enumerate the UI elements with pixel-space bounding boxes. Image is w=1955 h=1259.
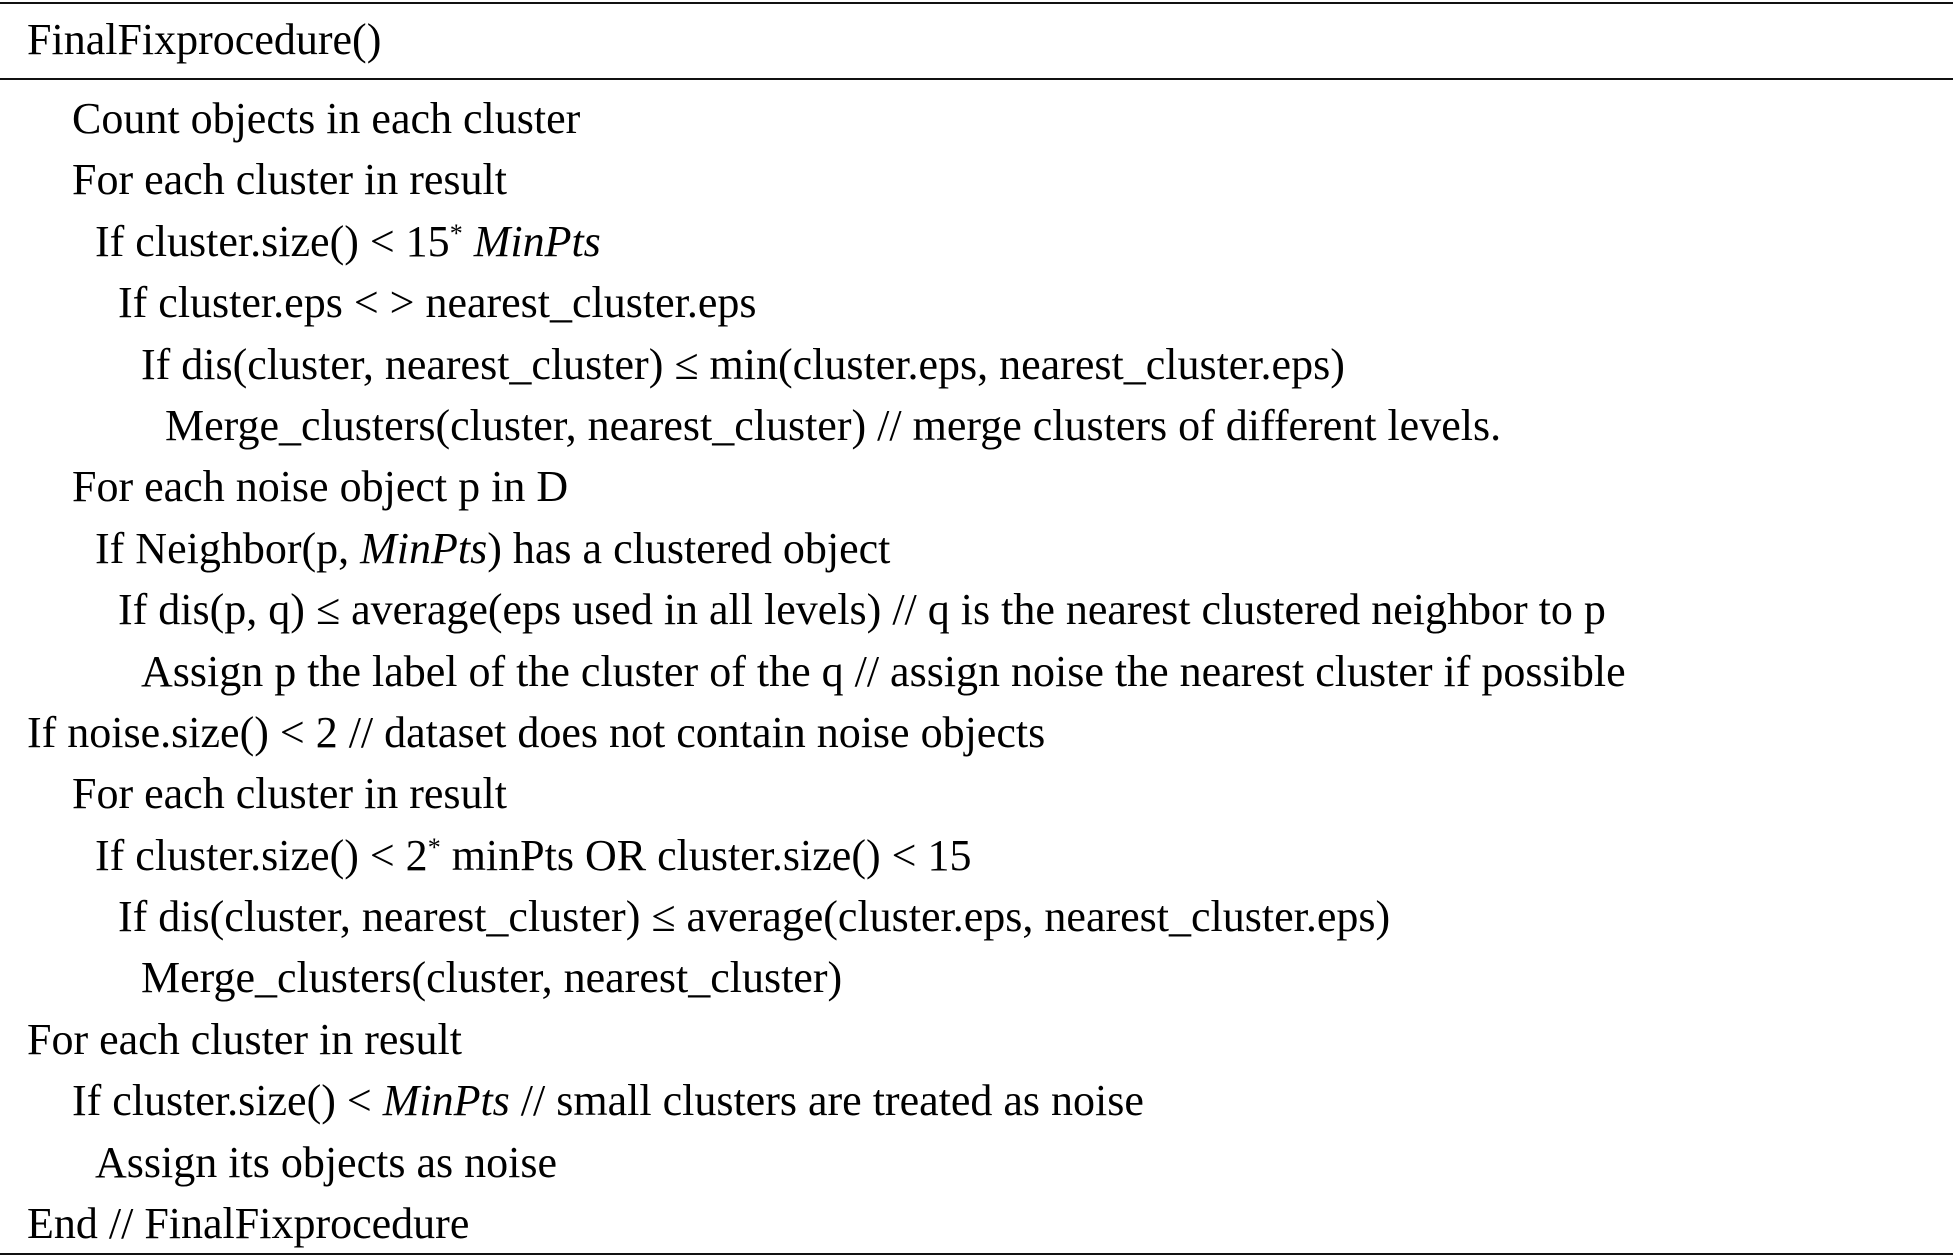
code-line xyxy=(0,641,1955,702)
code-text: If dis(p, q) ≤ average(eps used in all levels) // q is the nearest clustered neighbor to p xyxy=(118,585,1606,635)
code-line xyxy=(0,1193,1955,1254)
bottom-rule xyxy=(0,1253,1953,1255)
code-text: For each cluster in result xyxy=(27,1014,462,1064)
code-text: For each cluster in result xyxy=(72,769,507,819)
code-text: If cluster.eps < > nearest_cluster.eps xyxy=(118,278,757,328)
code-line xyxy=(0,88,1955,149)
code-text: If dis(cluster, nearest_cluster) ≤ min(cluster.eps, nearest_cluster.eps) xyxy=(141,339,1345,389)
code-text: ) has a clustered object xyxy=(487,523,891,573)
code-text: Assign p the label of the cluster of the q // assign noise the nearest cluster if possible xyxy=(141,646,1626,696)
code-line xyxy=(0,1009,1955,1070)
code-line xyxy=(0,886,1955,947)
multiply-sign: * xyxy=(449,218,463,248)
code-line xyxy=(0,825,1955,886)
code-text: If cluster.size() < 2 xyxy=(95,830,428,880)
code-line xyxy=(0,334,1955,395)
code-line xyxy=(0,272,1955,333)
code-line xyxy=(0,518,1955,579)
math-variable: MinPts xyxy=(473,216,601,266)
code-text: For each cluster in result xyxy=(72,155,507,205)
code-text: If Neighbor(p, xyxy=(95,523,361,573)
code-line xyxy=(0,1132,1955,1193)
code-line xyxy=(0,149,1955,210)
code-line xyxy=(0,395,1955,456)
code-text: If cluster.size() < 15 xyxy=(95,216,450,266)
code-text: minPts OR cluster.size() < 15 xyxy=(440,830,972,880)
multiply-sign: * xyxy=(427,832,441,862)
code-text: End // FinalFixprocedure xyxy=(27,1199,470,1249)
code-text: Merge_clusters(cluster, nearest_cluster) xyxy=(141,953,843,1003)
code-text: // small clusters are treated as noise xyxy=(509,1076,1144,1126)
code-text: Count objects in each cluster xyxy=(72,94,581,143)
code-line xyxy=(0,456,1955,517)
code-line xyxy=(0,211,1955,272)
code-text: Assign its objects as noise xyxy=(95,1137,557,1187)
code-text: If noise.size() < 2 // dataset does not contain noise objects xyxy=(27,707,1046,757)
header-rule xyxy=(0,78,1953,80)
algorithm-title: FinalFixprocedure() xyxy=(27,15,382,64)
code-text: For each noise object p in D xyxy=(72,462,569,512)
code-line xyxy=(0,579,1955,640)
code-text: If cluster.size() < xyxy=(72,1076,383,1126)
code-text xyxy=(463,217,474,266)
code-line xyxy=(0,1070,1955,1131)
top-rule xyxy=(0,2,1953,4)
code-line xyxy=(0,763,1955,824)
math-variable: MinPts xyxy=(360,523,488,573)
math-variable: MinPts xyxy=(382,1076,510,1126)
code-text: If dis(cluster, nearest_cluster) ≤ average(cluster.eps, nearest_cluster.eps) xyxy=(118,892,1391,942)
code-line xyxy=(0,947,1955,1008)
algorithm-body xyxy=(0,88,1955,1254)
code-text: Merge_clusters(cluster, nearest_cluster) // merge clusters of different levels. xyxy=(165,400,1502,450)
code-line xyxy=(0,702,1955,763)
